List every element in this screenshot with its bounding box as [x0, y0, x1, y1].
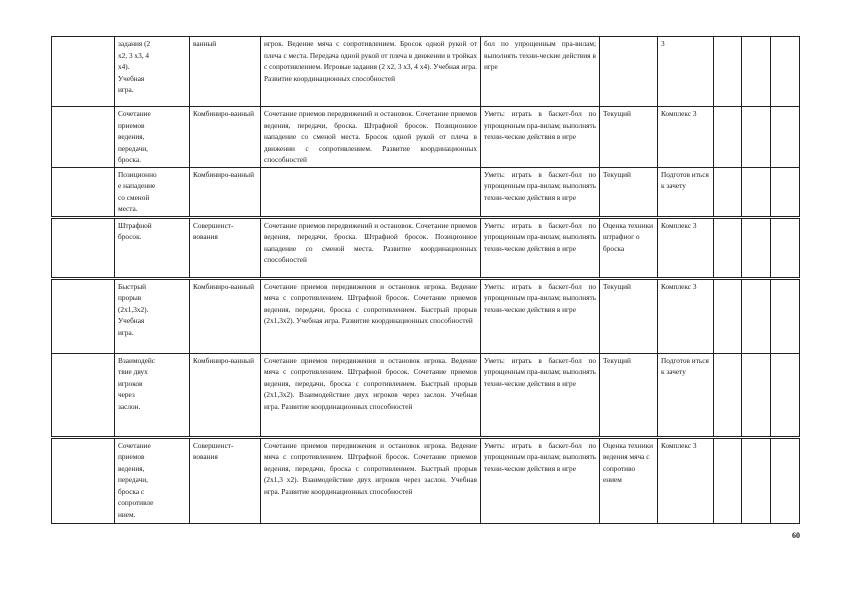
topic-line: Учебная [118, 316, 145, 325]
topic-cell [115, 37, 190, 107]
control-cell: Текущий [600, 167, 658, 217]
date-plan-cell [714, 37, 742, 107]
topic-line: твие двух [118, 367, 148, 376]
notes-cell [771, 107, 800, 168]
topic-line: х4). [118, 62, 130, 71]
topic-line: места. [118, 204, 138, 213]
lesson-type-cell: Комбиниро-ванный [190, 353, 261, 437]
content-cell: Сочетание приемов передвижений и остановок. Сочетание приемов ведения, передачи, броска. Штрафной бросок. Позиционное нападение со сменой места. Бросок одной рукой от плеча в движении с сопротивлением. Развитие координационных способностей [261, 107, 481, 168]
topic-cell [115, 217, 190, 278]
homework-cell: Комплекс 3 [658, 437, 714, 523]
skills-cell: бол по упрощенным пра-вилам; выполнять техни-ческие действия в игре [481, 37, 600, 107]
topic-line: заслон. [118, 401, 141, 411]
lesson-type-cell: ванный [190, 37, 261, 107]
topic-line: Взаимодейс [118, 355, 156, 365]
table-row [52, 37, 800, 107]
homework-cell: 3 [658, 37, 714, 107]
control-cell: Текущий [600, 107, 658, 168]
topic-line: ведения, [118, 463, 145, 473]
topic-line: игра. [118, 85, 134, 94]
lesson-type-cell: Совершенст-вования [190, 437, 261, 523]
topic-line: приемов [118, 452, 145, 461]
date-fact-cell [742, 37, 771, 107]
topic-line: передачи, [118, 475, 148, 484]
topic-line: прорыв [118, 293, 142, 302]
topic-line: игроков [118, 378, 143, 388]
table-row [52, 437, 800, 523]
topic-line: Сочетание [118, 109, 151, 118]
lesson-type-cell: Комбиниро-ванный [190, 107, 261, 168]
topic-cell [115, 107, 190, 168]
homework-cell: Подготов иться к зачету [658, 167, 714, 217]
lesson-type-cell: Комбиниро-ванный [190, 278, 261, 353]
control-cell: Текущий [600, 353, 658, 437]
date-plan-cell [714, 353, 742, 437]
topic-cell [115, 167, 190, 217]
notes-cell [771, 278, 800, 353]
topic-line: со сменой [118, 192, 150, 202]
content-cell: Сочетание приемов передвижения и остановок игрока. Ведение мяча с сопротивлением. Штрафной бросок. Сочетание приемов ведения, передачи, броска с сопротивлением. Быстрый прорыв (2х1,3х2). Учебная игра. Развитие координационных способностей [261, 278, 481, 353]
date-plan-cell [714, 437, 742, 523]
topic-cell [115, 278, 190, 353]
topic-line: броска. [118, 155, 141, 164]
lesson-plan-table [51, 36, 800, 524]
skills-cell: Уметь: играть в баскет-бол по упрощенным пра-вилам; выполнять техни-ческие действия в игре [481, 437, 600, 523]
homework-cell: Комплекс 3 [658, 278, 714, 353]
notes-cell [771, 353, 800, 437]
table-row [52, 217, 800, 278]
topic-line: Сочетание [118, 440, 151, 450]
content-cell [261, 167, 481, 217]
topic-cell [115, 353, 190, 437]
homework-cell: Комплекс 3 [658, 217, 714, 278]
skills-cell: Уметь: играть в баскет-бол по упрощенным пра-вилам; выполнять техни-ческие действия в игре [481, 167, 600, 217]
control-cell [600, 37, 658, 107]
topic-line: нием. [118, 509, 136, 519]
number-cell [52, 107, 115, 168]
homework-cell: Подготов иться к зачету [658, 353, 714, 437]
topic-line: Учебная [118, 73, 145, 83]
topic-line: Позиционно [118, 169, 157, 179]
topic-line: передачи, [118, 143, 148, 153]
topic-cell [115, 437, 190, 523]
date-plan-cell [714, 167, 742, 217]
topic-line: (2х1,3х2). [118, 304, 149, 314]
control-cell: Оценка техники штрафног о броска [600, 217, 658, 278]
date-fact-cell [742, 278, 771, 353]
lesson-type-cell: Комбиниро-ванный [190, 167, 261, 217]
content-cell: игрок. Ведение мяча с сопротивлением. Бросок одной рукой от плеча с места. Передача одной рукой от плеча в движении в тройках с сопротивлением. Игровые задания (2 х2, 3 х3, 4 х4). Учебная игра. Развитие координационных способностей [261, 37, 481, 107]
content-cell: Сочетание приемов передвижения и остановок игрока. Ведение мяча с сопротивлением. Штрафной бросок. Сочетание приемов ведения, передачи, броска с сопротивлением. Быстрый прорыв (2х1,3х2). Взаимодействие двух игроков через заслон. Учебная игра. Развитие координационных способностей [261, 353, 481, 437]
notes-cell [771, 167, 800, 217]
notes-cell [771, 37, 800, 107]
topic-line: Штрафной [118, 220, 152, 230]
notes-cell [771, 217, 800, 278]
number-cell [52, 437, 115, 523]
topic-line: игра. [118, 327, 134, 337]
topic-line: задания (2 [118, 39, 151, 48]
content-cell: Сочетание приемов передвижения и остановок игрока. Ведение мяча с сопротивлением. Штрафной бросок. Сочетание приемов ведения, передачи, броска с сопротивлением. Быстрый прорыв (2х1,3 х2). Взаимодействие двух игроков через заслон. Учебная игра. Развитие координационных способностей [261, 437, 481, 523]
date-plan-cell [714, 217, 742, 278]
skills-cell: Уметь: играть в баскет-бол по упрощенным пра-вилам; выполнять техни-ческие действия в игре [481, 278, 600, 353]
topic-line: х2, 3 х3, 4 [118, 50, 150, 60]
skills-cell: Уметь: играть в баскет-бол по упрощенным пра-вилам; выполнять техни-ческие действия в игре [481, 107, 600, 168]
topic-line: сопротивле [118, 498, 154, 507]
lesson-type-cell: Совершенст-вования [190, 217, 261, 278]
content-cell: Сочетание приемов передвижений и остановок. Сочетание приемов ведения, передачи, броска. Штрафной бросок. Позиционное нападение со сменой места. Развитие координационных способностей [261, 217, 481, 278]
control-cell: Текущий [600, 278, 658, 353]
date-plan-cell [714, 107, 742, 168]
number-cell [52, 353, 115, 437]
topic-line: бросок. [118, 232, 142, 241]
topic-line: броска с [118, 486, 145, 496]
number-cell [52, 217, 115, 278]
date-fact-cell [742, 353, 771, 437]
date-fact-cell [742, 437, 771, 523]
notes-cell [771, 437, 800, 523]
topic-line: Быстрый [118, 281, 147, 291]
skills-cell: Уметь: играть в баскет-бол по упрощенным пра-вилам; выполнять техни-ческие действия в игре [481, 217, 600, 278]
date-plan-cell [714, 278, 742, 353]
page-number: 60 [792, 531, 800, 540]
number-cell [52, 278, 115, 353]
homework-cell: Комплекс 3 [658, 107, 714, 168]
table-row [52, 278, 800, 353]
topic-line: е нападение [118, 181, 156, 190]
control-cell: Оценка техники ведения мяча с сопротиво ением [600, 437, 658, 523]
table-row [52, 107, 800, 168]
number-cell [52, 37, 115, 107]
topic-line: ведения, [118, 132, 145, 141]
date-fact-cell [742, 107, 771, 168]
skills-cell: Уметь: играть в баскет-бол по упрощенным пра-вилам; выполнять техни-ческие действия в игре [481, 353, 600, 437]
table-row [52, 167, 800, 217]
topic-line: через [118, 390, 135, 399]
topic-line: приемов [118, 120, 145, 130]
table-row [52, 353, 800, 437]
number-cell [52, 167, 115, 217]
date-fact-cell [742, 167, 771, 217]
date-fact-cell [742, 217, 771, 278]
